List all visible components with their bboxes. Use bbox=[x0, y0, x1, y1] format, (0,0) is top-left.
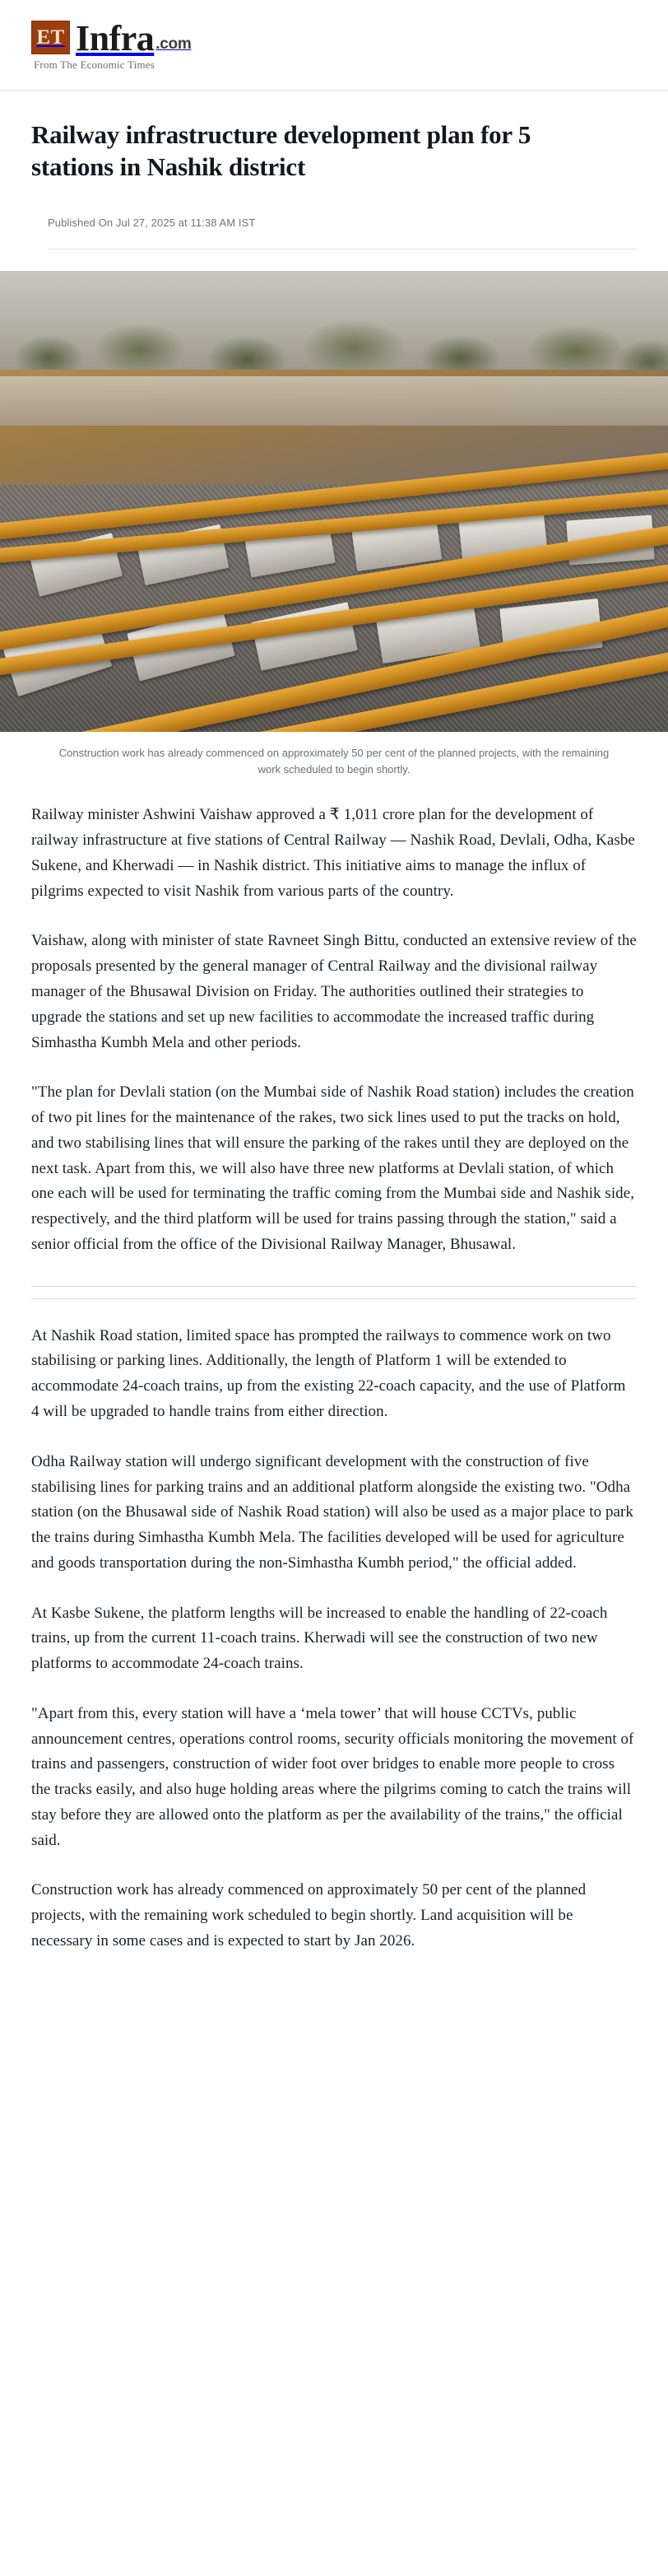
body-divider-top bbox=[31, 1286, 637, 1287]
et-badge-icon bbox=[31, 21, 70, 54]
article-hero-figure bbox=[0, 271, 668, 778]
body-paragraph: "The plan for Devlali station (on the Mumbai side of Nashik Road station) includes the creation of two pit lines for the maintenance of the rakes, two sick lines used to put the tracks on hold, and two stabilising lines that will ensure the parking of the rakes until they are deployed on the next task. Apart from this, we will also have three new platforms at Devlali station, of which one each will be used for terminating the traffic coming from the Mumbai side and Nashik side, respectively, and the third platform will be used for trains passing through the station," said a senior official from the office of the Divisional Railway Manager, Bhusawal. bbox=[31, 1083, 635, 1253]
body-paragraph: Construction work has already commenced on approximately 50 per cent of the planned projects, with the remaining work scheduled to begin shortly. Land acquisition will be necessary in some cases and is expected to start by Jan 2026. bbox=[31, 1881, 587, 1949]
et-badge-label: ET bbox=[36, 26, 65, 49]
article-main bbox=[0, 119, 668, 1987]
hero-structures-region bbox=[0, 376, 668, 426]
logo-wordmark: Infra bbox=[76, 18, 155, 58]
publish-timestamp: Published On Jul 27, 2025 at 11:38 AM IST bbox=[48, 217, 256, 230]
masthead-divider bbox=[0, 90, 668, 91]
body-paragraph: At Kasbe Sukene, the platform lengths will be increased to enable the handling of 22-coach trains, up from the current 11-coach trains. Kherwadi will see the construction of two new platforms to accommodate 24-coach trains. bbox=[31, 1604, 608, 1673]
body-paragraph: At Nashik Road station, limited space has prompted the railways to commence work on two stabilising or parking lines. Additionally, the length of Platform 1 will be extended to accommodate 24-coach trains, up from the existing 22-coach capacity, and the use of Platform 4 will be upgraded to handle trains from either direction. bbox=[31, 1326, 626, 1420]
hero-image bbox=[0, 271, 668, 732]
site-tagline: From The Economic Times bbox=[34, 58, 155, 71]
article-header-block bbox=[0, 119, 668, 779]
image-caption: Construction work has already commenced on approximately 50 per cent of the planned projects, with the remaining work scheduled to begin shortly. bbox=[58, 747, 610, 776]
body-divider-bottom bbox=[31, 1298, 637, 1299]
logo-domain-suffix: .com bbox=[155, 35, 192, 53]
body-paragraph: Odha Railway station will undergo significant development with the construction of five stabilising lines for parking trains and an additional platform alongside the existing two. "Odha station (on the Bhusawal side of Nashik Road station) will also be used as a major place to park the trains during Simhastha Kumbh Mela. The facilities developed will be used for agriculture and goods transportation during the non-Simhastha Kumbh period," the official added. bbox=[31, 1452, 633, 1572]
page-title: Railway infrastructure development plan for 5 stations in Nashik district bbox=[31, 119, 531, 182]
body-paragraph: "Apart from this, every station will have a ‘mela tower’ that will house CCTVs, public announcement centres, operations control rooms, security officials monitoring the movement of trains and passengers, construction of wider foot over bridges to enable more people to cross the tracks easily, and also huge holding areas where the pilgrims coming to catch the trains will stay before they are allowed onto the platform as per the availability of the trains," the official said. bbox=[31, 1704, 634, 1849]
body-paragraph: Railway minister Ashwini Vaishaw approved a ₹ 1,011 crore plan for the development of railway infrastructure at five stations of Central Railway — Nashik Road, Devlali, Odha, Kasbe Sukene, and Kherwadi — in Nashik district. This initiative aims to manage the influx of pilgrims expected to visit Nashik from various parts of the country. bbox=[31, 806, 635, 900]
site-logo[interactable] bbox=[31, 18, 668, 58]
page-bottom-spacer bbox=[0, 1954, 668, 1987]
body-paragraph: Vaishaw, along with minister of state Ravneet Singh Bittu, conducted an extensive review of the proposals presented by the general manager of Central Railway and the divisional railway manager of the Bhusawal Division on Friday. The authorities outlined their strategies to upgrade the stations and set up new facilities to accommodate the increased traffic during Simhastha Kumbh Mela and other periods. bbox=[31, 932, 637, 1051]
site-masthead bbox=[0, 0, 668, 90]
article-body bbox=[0, 803, 668, 1954]
